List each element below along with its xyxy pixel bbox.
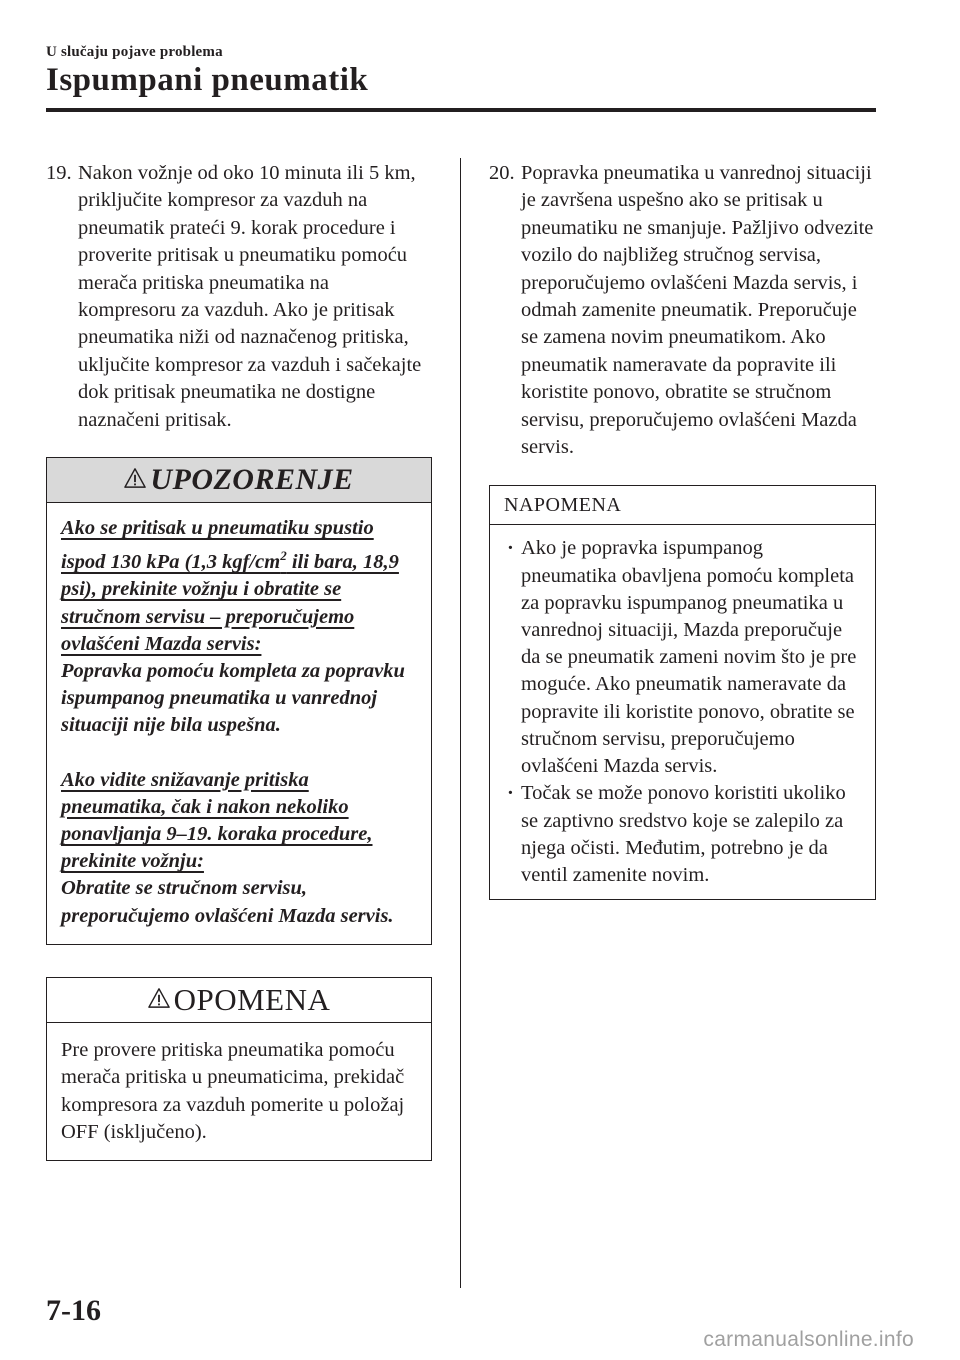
step-number: 20.	[489, 162, 515, 184]
warning-paragraph-1	[61, 515, 417, 739]
caution-label: OPOMENA	[173, 981, 331, 1017]
column-divider	[460, 158, 461, 1288]
step-text: Popravka pneumatika u vanrednoj situaciji je završena uspešno ako se pritisak u pneumatiku ne smanjuje. Pažljivo odvezite vozilo do najbližeg stručnog servisa, preporučujemo ovlašćeni Mazda servis, i odmah zamenite pneumatik. Preporučuje se zamena novim pneumatikom. Ako pneumatik nameravate da popravite ili koristite ponovo, obratite se stručnom servisu, preporučujemo ovlašćeni Mazda servis.	[521, 162, 874, 459]
step-19	[46, 160, 432, 434]
step-number: 19.	[46, 162, 72, 184]
warning-plain-text: Popravka pomoću kompleta za popravku ispumpanog pneumatika u vanrednoj situaciji nije bila uspešna.	[61, 659, 405, 737]
warning-underlined-text-2: Ako vidite snižavanje pritiska pneumatika, čak i nakon nekoliko ponavljanja 9–19. koraka procedure, prekinite vožnju:	[61, 768, 373, 873]
caution-box	[46, 977, 432, 1162]
warning-header	[47, 458, 431, 503]
warning-triangle-icon	[124, 467, 146, 489]
note-bullet: · Točak se može ponovo koristiti ukoliko se zaptivno sredstvo koje se zalepilo za njega očisti. Međutim, potrebno je da ventil zamenite novim.	[502, 780, 863, 889]
caution-body: Pre provere pritiska pneumatika pomoću merača pritiska u pneumaticima, prekidač kompresora za vazduh pomerite u položaj OFF (isključeno).	[61, 1038, 405, 1143]
step-20	[489, 160, 876, 461]
step-text: Nakon vožnje od oko 10 minuta ili 5 km, priključite kompresor za vazduh na pneumatik prateći 9. korak procedure i proverite pritisak u pneumatiku pomoću merača pritiska pneumatika na kompresoru za vazduh. Ako je pritisak pneumatika niži od naznačenog pritiska, uključite kompresor za vazduh i sačekajte dok pritisak pneumatika ne dostigne naznačeni pritisak.	[78, 162, 422, 431]
warning-label: UPOZORENJE	[150, 463, 354, 497]
warning-body	[47, 503, 431, 944]
caution-triangle-icon	[148, 987, 170, 1009]
warning-box	[46, 457, 432, 945]
warning-text-a: Ako se pritisak u pneumatiku spustio ispod 130 kPa (1,3 kgf/cm	[61, 517, 374, 574]
note-bullet: · Ako je popravka ispumpanog pneumatika obavljena pomoću kompleta za popravku ispumpanog pneumatika u vanrednoj situaciji, Mazda preporučuje da se pneumatik zameni novim što je pre moguće. Ako pneumatik nameravate da popravite ili koristite ponovo, obratite se stručnom servisu, preporučujemo ovlašćeni Mazda servis.	[502, 535, 863, 780]
caution-header	[47, 978, 431, 1023]
warning-plain-text-2: Obratite se stručnom servisu, preporučujemo ovlašćeni Mazda servis.	[61, 877, 394, 927]
superscript: 2	[280, 548, 287, 564]
section-header: U slučaju pojave problema	[46, 44, 223, 60]
warning-underlined-text	[61, 517, 399, 655]
page-number: 7-16	[46, 1294, 101, 1327]
title-rule	[46, 108, 876, 112]
left-column	[46, 160, 432, 1161]
note-header: NAPOMENA	[490, 486, 875, 525]
right-column	[489, 160, 876, 900]
watermark: carmanualsonline.info	[703, 1328, 914, 1351]
note-body	[490, 525, 875, 899]
warning-paragraph-2	[61, 767, 417, 930]
page-title: Ispumpani pneumatik	[46, 62, 369, 98]
warning-text-b: ili bara, 18,9 psi), prekinite vožnju i obratite se stručnom servisu – preporučujemo ovlašćeni Mazda servis:	[61, 551, 399, 655]
note-box	[489, 485, 876, 900]
